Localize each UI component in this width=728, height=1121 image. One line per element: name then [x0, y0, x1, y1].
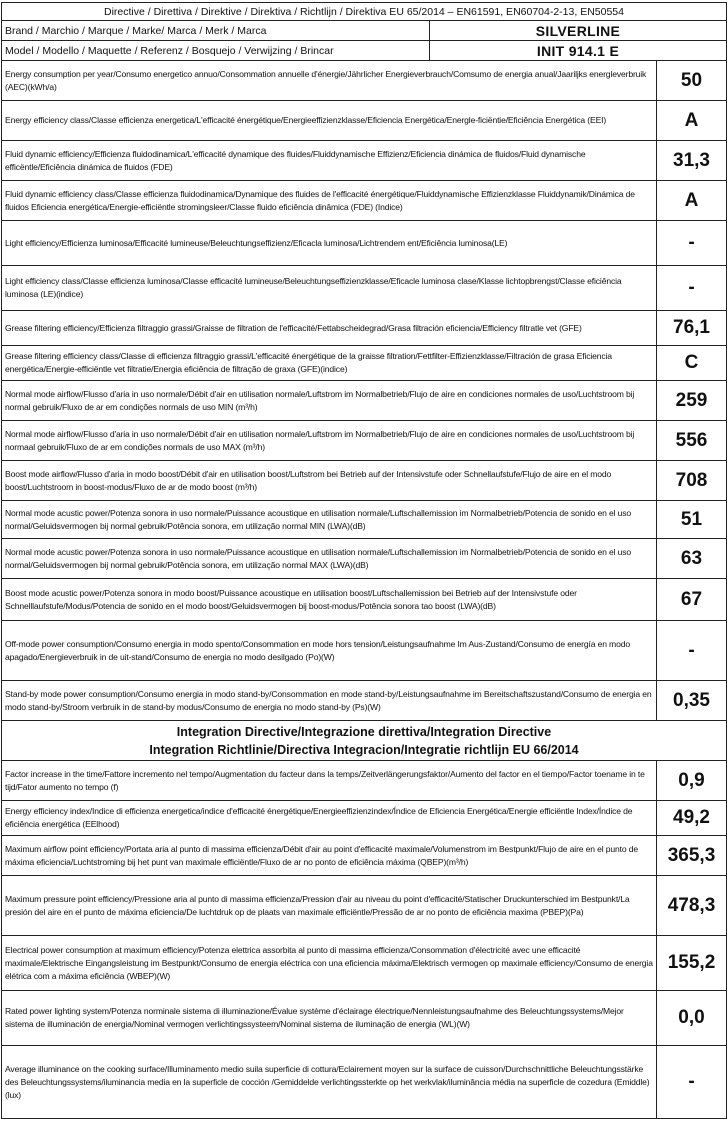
spec-label: Normal mode acustic power/Potenza sonora in uso normale/Puissance acoustique en utilisation normale/Luftschallemission im Normalbetrieb/Potencia de sonido en el uso normal/Geluidsvermogen bij normal gebruik/Potência sonora, em utilização normal MAX (LWA)(dB): [2, 539, 657, 578]
spec-row: [2, 539, 727, 579]
spec-label: Energy consumption per year/Consumo energetico annuo/Consommation annuelle d'énergie/Jährlicher Energieverbrauch/Comsumo de energia anual/Jaariljks energleverbruik (AEC)(kWh/a): [2, 61, 657, 100]
spec-row: [2, 101, 727, 141]
spec-row: [2, 936, 727, 991]
spec-row: [2, 761, 727, 801]
spec-label: Maximum pressure point efficiency/Pressione aria al punto di massima efficienza/Pression d'air au niveau du point d'efficacité/Statischer Druckunterschied im Bestpunkt/La presión del aire en el punto de máxima eficiencia/De luchtdruk op de plaats van maximale efficiëntle/Pressão de ar no ponto de eficiência maxima (PBEP)(Pa): [2, 876, 657, 935]
spec-value: 259: [657, 381, 727, 420]
spec-value: A: [657, 181, 727, 220]
spec-value: 478,3: [657, 876, 727, 935]
spec-row: [2, 381, 727, 421]
spec-value: 0,0: [657, 991, 727, 1045]
spec-value: 556: [657, 421, 727, 460]
brand-label: Brand / Marchio / Marque / Marke/ Marca / Merk / Marca: [2, 21, 430, 40]
spec-label: Factor increase in the time/Fattore incremento nel tempo/Augmentation du facteur dans la temps/Zeitverlängerungsfaktor/Aumento del factor en el tiempo/Factor toename in te tijd/Fator aumento no tempo (f): [2, 761, 657, 800]
spec-value: 50: [657, 61, 727, 100]
spec-label: Rated power lighting system/Potenza norminale sistema di illuminazione/Évalue système d'éclairage électrique/Nennleistungsaufnahme des Beleuchtungssystems/Mejor sistema de illuminación de energia/Nominal vermogen verlichtingssysteem/Nominal sistema de iluminação de energia (WL)(W): [2, 991, 657, 1045]
spec-label: Energy efficiency class/Classe efficienza energetica/L'efficacité énergétique/Energieeffizienzklasse/Eficiencia Energética/Energle-ficiëntie/Eficiência Energética (EEI): [2, 101, 657, 140]
spec-row: [2, 876, 727, 936]
spec-row: [2, 801, 727, 836]
spec-label: Boost mode acustic power/Potenza sonora in modo boost/Puissance acoustique en utilisation boost/Luftschallemission bei Betrieb auf der Intensivstufe oder Schnelllaufstufe/Modus/Potencia de sonido en el modo boost/Geluidsvermogen bij boost-modus/Potência sonora tao boost (LWA)(dB): [2, 579, 657, 620]
spec-row: [2, 991, 727, 1046]
spec-value: 0,9: [657, 761, 727, 800]
model-value: INIT 914.1 E: [430, 41, 727, 60]
spec-label: Normal mode airflow/Flusso d'aria in uso normale/Débit d'air en utilisation normale/Luftstrom im Normalbetrieb/Flujo de aire en condiciones normales de uso/Luchtstroom bij normaal gebruik/Fluxo de ar em condições normals de uso MAX (m³/h): [2, 421, 657, 460]
brand-value: SILVERLINE: [430, 21, 727, 40]
spec-label: Fluid dynamic efficiency/Efficienza fluidodinamica/L'efficacité dynamique des fluides/Fluiddynamische Effizienz/Eficiencia dinámica de fluidos/Fluid dynamische efficëntle/Eficiência dinámica de fluidos (FDE): [2, 141, 657, 180]
directive-row: [2, 3, 727, 21]
spec-label: Normal mode airflow/Flusso d'aria in uso normale/Débit d'air en utilisation normale/Luftstrom im Normalbetrieb/Flujo de aire en condiciones normales de uso/Luchtstroom bij normal gebruik/Fluxo de ar em condições normals de uso MIN (m³/h): [2, 381, 657, 420]
spec-value: 0,35: [657, 681, 727, 720]
spec-row: [2, 61, 727, 101]
spec-label: Fluid dynamic efficiency class/Classe efficienza fluidodinamica/Dynamique des fluides de l'efficacité énergétique/Fluiddynamische Effizienzklasse Fluiddynamik/Dinámica de fluidos Eficiencia energética/Energie-efficiëntle stromingsleer/Classe fluido eficiência dinâmica (FDE) (Indice): [2, 181, 657, 220]
spec-value: -: [657, 621, 727, 680]
spec-value: 67: [657, 579, 727, 620]
model-label: Model / Modello / Maquette / Referenz / Bosquejo / Verwijzing / Brincar: [2, 41, 430, 60]
spec-value: A: [657, 101, 727, 140]
spec-row: [2, 181, 727, 221]
spec-row: [2, 1046, 727, 1119]
spec-label: Normal mode acustic power/Potenza sonora in uso normale/Puissance acoustique en utilisation normale/Luftschallemission im Normalbetrieb/Potencia de sonido en el uso normal/Geluidsvermogen bij normal gebruik/Potência sonora, em utilização normal MIN (LWA)(dB): [2, 501, 657, 538]
spec-label: Boost mode airflow/Flusso d'aria in modo boost/Débit d'air en utilisation boost/Luftstrom bei Betrieb auf der Intensivstufe oder Schnellaufstufe/Flujo de aire en el modo boost/Luchtstroom in boost-modus/Fluxo de ar de modo boost (m³/h): [2, 461, 657, 500]
spec-label: Electrical power consumption at maximum efficiency/Potenza elettrica assorbita al punto di massima efficienza/Consommation d'électricité avec une efficacité maximale/Elektrische Eingangsleistung im Bestpunkt/Consumo de energia eléctrica con una eficiencia máxima/Elektrisch vermogen op maximale efficiency/Consumo de energia elétrica com a máxima eficiência (WBEP)(W): [2, 936, 657, 990]
spec-value: C: [657, 346, 727, 380]
spec-value: 49,2: [657, 801, 727, 835]
spec-value: 76,1: [657, 311, 727, 345]
spec-row: [2, 461, 727, 501]
spec-label: Grease filtering efficiency class/Classe di efficienza filtraggio grassi/L'efficacité énergétique de la graisse filtration/Fettfilter-Effizienzklasse/Filtración de grasa Eficiencia energética/Energie-efficiëntle vet filtratie/Energia eficiência de filtração de graxa (GFE)(indice): [2, 346, 657, 380]
energy-label-table: [1, 2, 727, 1119]
spec-row: [2, 621, 727, 681]
brand-row: [2, 21, 727, 41]
spec-label: Light efficiency/Efficienza luminosa/Efficacité lumineuse/Beleuchtungseffizienz/Eficacla luminosa/Lichtrendem ent/Eficiência luminosa(LE): [2, 221, 657, 265]
spec-label: Average illuminance on the cooking surface/Illuminamento medio suila superficie di cottura/Eclairement moyen sur la surface de cuisson/Durchschnittliche Beleuchtungsstärke des Beleuchtungssystems/iluminancia media en la superficle de cocción /Gemiddelde verlichtingssterkte op het werkvlak/iluminância média na superficle de cozedura (Emiddle)(lux): [2, 1046, 657, 1118]
spec-value: 63: [657, 539, 727, 578]
spec-row: [2, 221, 727, 266]
spec-row: [2, 501, 727, 539]
spec-label: Maximum airflow point efficiency/Portata aria al punto di massima efficienza/Débit d'air au point d'efficacité maximale/Volumenstrom im Bestpunkt/Flujo de aire en el punto de máxima eficiencia/Luchtstroming bij het punt van maximale efficiëntle/Fluxo de ar no ponto de eficiência máxima (QBEP)(m³/h): [2, 836, 657, 875]
directive-text: Directive / Direttiva / Direktive / Direktiva / Richtlijn / Direktiva EU 65/2014 – EN61591, EN60704-2-13, EN50554: [2, 3, 727, 20]
spec-label: Stand-by mode power consumption/Consumo energia in modo stand-by/Consommation en mode stand-by/Leistungsaufnahme im Bereitschaftszustand/Consumo de energia en modo stand-by/Stroom verbruik in de stand-by modus/Consumo de energia no modo stand-by (Ps)(W): [2, 681, 657, 720]
spec-row: [2, 266, 727, 311]
spec-row: [2, 579, 727, 621]
spec-row: [2, 681, 727, 721]
integration-directive-row: [2, 721, 727, 761]
integration-heading: [2, 721, 727, 760]
spec-label: Grease filtering efficiency/Efficienza filtraggio grassi/Graisse de filtration de l'efficacité/Fettabscheidegrad/Grasa filtración eficiencia/Efficiency filtratle vet (GFE): [2, 311, 657, 345]
spec-row: [2, 836, 727, 876]
spec-row: [2, 141, 727, 181]
spec-value: -: [657, 266, 727, 310]
model-row: [2, 41, 727, 61]
spec-label: Light efficiency class/Classe efficienza luminosa/Classe efficacité lumineuse/Beleuchtungseffizienzklasse/Eficacle luminosa clase/Klasse lichtopbrengst/Classe eficiência luminosa (LE)(indice): [2, 266, 657, 310]
spec-label: Energy efficiency index/Indice di efficienza energetica/indice d'efficacité énergétique/Energieeffizienzindex/Índice de Eficiencia Energética/Energie efficiëntle Index/Índice de eficiência energética (EElhood): [2, 801, 657, 835]
integration-line-1: Integration Directive/Integrazione direttiva/Integration Directive: [176, 724, 552, 739]
spec-value: 155,2: [657, 936, 727, 990]
spec-value: -: [657, 1046, 727, 1118]
spec-value: 51: [657, 501, 727, 538]
spec-label: Off-mode power consumption/Consumo energia in modo spento/Consommation en mode hors tension/Leistungsaufnahme Im Aus-Zustand/Consumo de energía en modo apagado/Energieverbruik in de uit-stand/Consumo de energia no modo desilgado (Po)(W): [2, 621, 657, 680]
integration-line-2: Integration Richtlinie/Directiva Integracion/Integratie richtlijn EU 66/2014: [149, 742, 579, 757]
spec-value: -: [657, 221, 727, 265]
spec-value: 31,3: [657, 141, 727, 180]
spec-value: 708: [657, 461, 727, 500]
spec-row: [2, 421, 727, 461]
spec-row: [2, 311, 727, 346]
spec-row: [2, 346, 727, 381]
spec-value: 365,3: [657, 836, 727, 875]
